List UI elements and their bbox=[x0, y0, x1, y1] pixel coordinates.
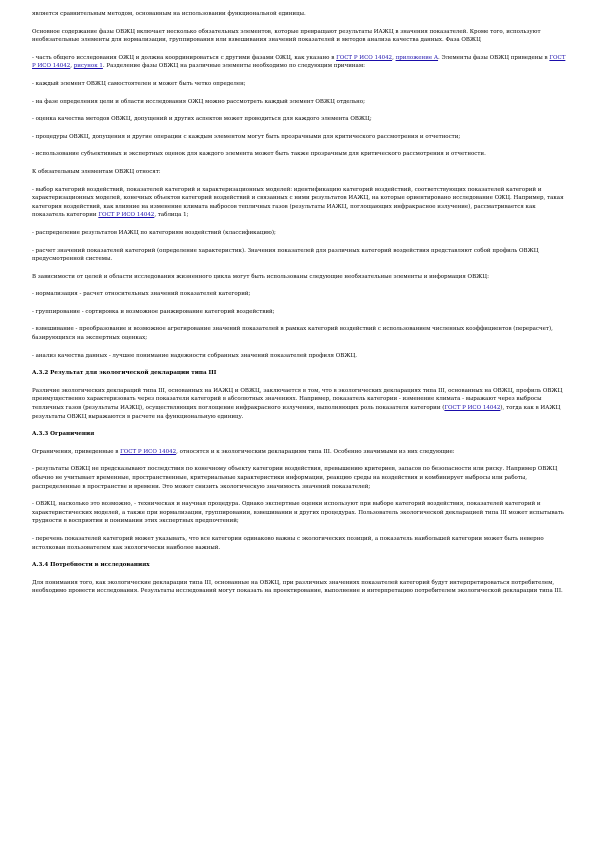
paragraph-mandatory-elements: К обязательным элементам ОВЖЦ относят: bbox=[32, 168, 161, 175]
list-item: - процедуры ОВЖЦ, допущения и другие операции с каждым элементом могут быть прозрачными для критического рассмотрения и отчетности; bbox=[32, 133, 461, 140]
paragraph-result bbox=[32, 387, 569, 421]
list-item: - ОВЖЦ, насколько это возможно, - техническая и научная процедура. Однако экспертные оценки используют при выборе категорий воздействия, показателей категорий и характеристических моделей, а также при нормализации, группировании, взвешивании и других процедурах. Пользователь экологической декларацией типа III может испытывать трудности в восприятии и понимании этих экспертных предпочтений; bbox=[32, 501, 564, 525]
list-item: - оценка качества методов ОВЖЦ, допущений и других аспектов может проводиться для каждого элемента ОВЖЦ; bbox=[32, 116, 372, 123]
text-segment: , bbox=[70, 63, 74, 70]
text-segment: Различие экологических деклараций типа III, основанных на ИАЖЦ и ОВЖЦ, заключается в том, что в экологических декларациях типа III, основанных на ОВЖЦ, профиль ОВЖЦ преимущественно характеризовать через показатели категорий в абсолютных значениях. Например, показатель категории - изменение климата - выражают через выбросы тепличных газов (результаты ИАЖЦ), осуществляющих поглощение инфракрасного излучения, выполняющих роль показателя категории ( bbox=[32, 387, 563, 412]
list-item: - перечень показателей категорий может указывать, что все категории одинаково важны с экологических позиций, а показатель наибольшей категории может быть неверно истолкован пользователем как экологически наиболее важный. bbox=[32, 535, 544, 551]
paragraph-intro-tail: является сравнительным методом, основанным на использовании функциональной единицы. bbox=[32, 11, 306, 17]
paragraph-research-needs: Для понимания того, как экологические декларации типа III, основанные на ОВЖЦ, при различных значениях показателей категорий будут интерпретироваться потребителем, необходимо провести исследования. Результаты исследований могут показать на проектирование, выполнение и интерпретацию потребителем экологической декларации типа III. bbox=[32, 579, 563, 595]
list-item: - результаты ОВЖЦ не предсказывают последствия по конечному объекту категории воздействия, превышению критериев, запасов по безопасности или риску. Например ОВЖЦ обычно не учитывает временные, пространственные, критериальные характеристики информации, реакцию среды на воздействия и комбинирует выбросы или работы, распределенные в пространстве и времени. Это может снизить экологическую значимость значений показателей; bbox=[32, 466, 558, 490]
text-segment: , относятся и к экологическим декларациям типа III. Особенно значимыми из них следующие: bbox=[176, 448, 455, 455]
list-item: - анализ качества данных - лучшее понимание надежности собранных значений показателей профиля ОВЖЦ. bbox=[32, 352, 358, 359]
text-segment: - часть общего исследования ОЖЦ и должна координироваться с другими фазами ОЖЦ, как указано в bbox=[32, 54, 337, 61]
list-item: - группирование - сортировка и возможное ранжирование категорий воздействий; bbox=[32, 308, 275, 315]
list-item: - расчет значений показателей категорий (определение характеристик). Значения показателей для различных категорий воздействия представляют собой профиль ОВЖЦ предусмотренной системы. bbox=[32, 247, 539, 263]
gost-14042-link[interactable]: ГОСТ Р ИСО 14042 bbox=[120, 448, 177, 455]
text-segment: , bbox=[392, 54, 396, 61]
text-segment: . Элементы фазы ОВЖЦ приведены в bbox=[438, 54, 550, 61]
gost-14042-link[interactable]: ГОСТ Р ИСО 14042 bbox=[444, 405, 501, 412]
paragraph-optional-elements: В зависимости от целей и области исследования жизненного цикла могут быть использованы следующие необязательные элементы и информация ОВЖЦ: bbox=[32, 273, 489, 280]
list-item: - взвешивание - преобразование и возможное агрегирование значений показателей в рамках категорий воздействий с использованием численных коэффициентов (перерасчет), базирующихся на экспертных оценках; bbox=[32, 326, 553, 342]
paragraph-lcia-content: Основное содержание фазы ОВЖЦ включает несколько обязательных элементов, которые превращают результаты ИАЖЦ в значения показателей. Кроме того, используют необязательные элементы для нормализации, группирования или взвешивания значений показателей и методов анализа качества данных. Фаза ОВЖЦ bbox=[32, 28, 541, 44]
gost-14042-link[interactable]: ГОСТ Р ИСО 14042 bbox=[32, 54, 566, 70]
gost-14042-link[interactable]: ГОСТ Р ИСО 14042 bbox=[336, 54, 393, 61]
text-segment: . Разделение фазы ОВЖЦ на различные элементы необходимо по следующим причинам: bbox=[102, 63, 365, 70]
text-segment: , таблица 1; bbox=[154, 212, 189, 219]
paragraph-lcia-phase bbox=[32, 54, 569, 71]
list-item: - нормализация - расчет относительных значений показателей категорий; bbox=[32, 291, 251, 298]
section-heading-a32: А.3.2 Результат для экологической декларации типа III bbox=[32, 370, 217, 377]
paragraph-limitations bbox=[32, 448, 569, 457]
gost-14042-link[interactable]: ГОСТ Р ИСО 14042 bbox=[98, 212, 155, 219]
section-heading-a33: А.3.3 Ограничения bbox=[32, 431, 95, 438]
figure-1-link[interactable]: рисунок 1 bbox=[73, 63, 103, 70]
list-item: - распределение результатов ИАЖЦ по категориям воздействий (классификацию); bbox=[32, 229, 276, 236]
text-segment: - выбор категорий воздействий, показателей категорий и характеризационных моделей: идентификацию категорий воздействий, соответствующих показателей категорий и характеризационных моделей, конечных объектов категорий воздействий и связанных с ними результатов ИАЖЦ, на которые ориентировано исследование ОЖЦ. Например, такая категория воздействий, как влияние на изменение климата выбросов тепличных газов (результаты ИАЖЦ, поглощающих инфракрасное излучение), рассматривается как показатель категории bbox=[32, 186, 564, 219]
list-item bbox=[32, 186, 569, 220]
list-item: - использование субъективных и экспертных оценок для каждого элемента может быть также прозрачным для критического рассмотрения и отчетности. bbox=[32, 151, 486, 158]
list-item: - на фазе определения цели и области исследования ОЖЦ можно рассмотреть каждый элемент ОВЖЦ отдельно; bbox=[32, 98, 365, 105]
list-item: - каждый элемент ОВЖЦ самостоятелен и может быть четко определен; bbox=[32, 80, 246, 87]
text-segment: ), тогда как в ИАЖЦ результаты ОВЖЦ выражаются в расчете на функциональную единицу. bbox=[32, 405, 561, 420]
text-segment: Ограничения, приведенные в bbox=[32, 448, 121, 455]
annex-a-link[interactable]: приложение А bbox=[395, 54, 439, 61]
section-heading-a34: А.3.4 Потребности в исследованиях bbox=[32, 562, 150, 569]
